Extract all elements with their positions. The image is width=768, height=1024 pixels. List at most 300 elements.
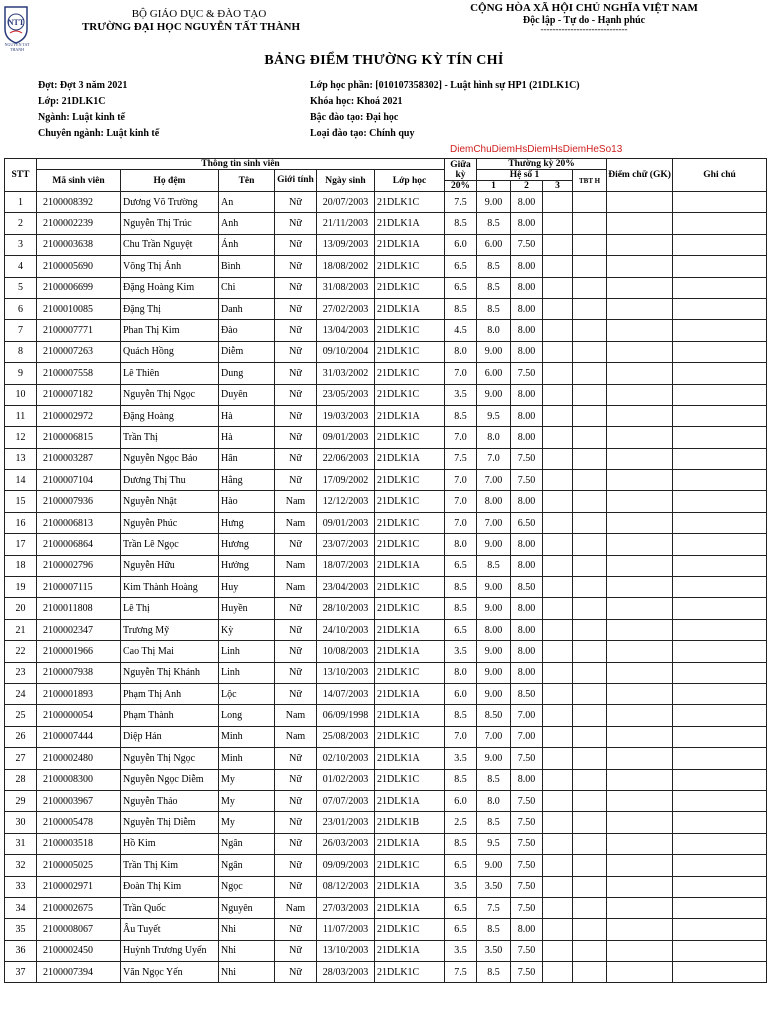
diem-3-cell xyxy=(543,555,573,576)
lop-hoc-cell: 21DLK1C xyxy=(375,363,445,384)
mssv-cell: 2100008067 xyxy=(37,919,121,940)
diem-chu-cell xyxy=(607,577,673,598)
diem-3-cell xyxy=(543,427,573,448)
table-row xyxy=(5,534,767,555)
gioi-tinh-cell: Nữ xyxy=(275,298,317,319)
header-ghi-chu: Ghi chú xyxy=(673,159,767,192)
mssv-cell: 2100007104 xyxy=(37,470,121,491)
ten-cell: Kỳ xyxy=(219,619,275,640)
mssv-cell: 2100006813 xyxy=(37,512,121,533)
ho-dem-cell: Nguyễn Nhật xyxy=(121,491,219,512)
ngay-sinh-cell: 09/01/2003 xyxy=(317,427,375,448)
diem-1-cell: 3.50 xyxy=(477,940,511,961)
ho-dem-cell: Nguyễn Ngọc Bảo xyxy=(121,448,219,469)
diem-3-cell xyxy=(543,812,573,833)
gioi-tinh-cell: Nữ xyxy=(275,641,317,662)
diem-1-cell: 8.5 xyxy=(477,555,511,576)
lop-hoc-cell: 21DLK1C xyxy=(375,662,445,683)
ho-dem-cell: Trần Lê Ngọc xyxy=(121,534,219,555)
ngay-sinh-cell: 18/07/2003 xyxy=(317,555,375,576)
diem-2-cell: 8.00 xyxy=(511,598,543,619)
lop-hoc-cell: 21DLK1C xyxy=(375,919,445,940)
stt-cell: 21 xyxy=(5,619,37,640)
stt-cell: 37 xyxy=(5,962,37,983)
header-he-so: Hệ số 1 xyxy=(477,170,573,181)
diem-3-cell xyxy=(543,405,573,426)
table-row xyxy=(5,940,767,961)
table-row xyxy=(5,320,767,341)
diem-2-cell: 8.00 xyxy=(511,555,543,576)
ho-dem-cell: Nguyễn Thị Khánh xyxy=(121,662,219,683)
header-stt: STT xyxy=(5,159,37,192)
diem-1-cell: 9.00 xyxy=(477,534,511,555)
diem-2-cell: 7.50 xyxy=(511,470,543,491)
gioi-tinh-cell: Nữ xyxy=(275,320,317,341)
table-row xyxy=(5,919,767,940)
ngay-sinh-cell: 28/10/2003 xyxy=(317,598,375,619)
ten-cell: My xyxy=(219,769,275,790)
ghi-chu-cell xyxy=(673,512,767,533)
diem-chu-cell xyxy=(607,962,673,983)
giua-ky-cell: 6.5 xyxy=(445,619,477,640)
giua-ky-cell: 6.0 xyxy=(445,234,477,255)
info-bac-dao-tao: Bậc đào tạo: Đại học xyxy=(310,112,399,123)
lop-hoc-cell: 21DLK1A xyxy=(375,641,445,662)
table-row xyxy=(5,748,767,769)
ghi-chu-cell xyxy=(673,598,767,619)
table-row xyxy=(5,341,767,362)
diem-chu-cell xyxy=(607,876,673,897)
diem-3-cell xyxy=(543,748,573,769)
diem-3-cell xyxy=(543,213,573,234)
header-gioi-tinh: Giới tính xyxy=(275,170,317,192)
stt-cell: 33 xyxy=(5,876,37,897)
stt-cell: 35 xyxy=(5,919,37,940)
lop-hoc-cell: 21DLK1A xyxy=(375,897,445,918)
ghi-chu-cell xyxy=(673,748,767,769)
diem-chu-cell xyxy=(607,833,673,854)
diem-2-cell: 7.50 xyxy=(511,855,543,876)
lop-hoc-cell: 21DLK1A xyxy=(375,298,445,319)
gioi-tinh-cell: Nam xyxy=(275,726,317,747)
diem-2-cell: 7.50 xyxy=(511,962,543,983)
diem-2-cell: 8.50 xyxy=(511,683,543,704)
tbth-cell xyxy=(573,341,607,362)
ho-dem-cell: Nguyễn Hữu xyxy=(121,555,219,576)
lop-hoc-cell: 21DLK1C xyxy=(375,726,445,747)
diem-3-cell xyxy=(543,298,573,319)
stt-cell: 27 xyxy=(5,748,37,769)
diem-chu-cell xyxy=(607,662,673,683)
ten-cell: An xyxy=(219,192,275,213)
ngay-sinh-cell: 25/08/2003 xyxy=(317,726,375,747)
mssv-cell: 2100005690 xyxy=(37,256,121,277)
diem-1-cell: 6.00 xyxy=(477,363,511,384)
ten-cell: Ngọc xyxy=(219,876,275,897)
ghi-chu-cell xyxy=(673,448,767,469)
giua-ky-cell: 6.5 xyxy=(445,897,477,918)
gioi-tinh-cell: Nữ xyxy=(275,363,317,384)
mssv-cell: 2100003638 xyxy=(37,234,121,255)
ten-cell: Danh xyxy=(219,298,275,319)
ten-cell: Anh xyxy=(219,213,275,234)
mssv-cell: 2100001893 xyxy=(37,683,121,704)
table-row xyxy=(5,555,767,576)
diem-chu-cell xyxy=(607,919,673,940)
diem-2-cell: 8.00 xyxy=(511,919,543,940)
ten-cell: Minh xyxy=(219,726,275,747)
diem-2-cell: 7.50 xyxy=(511,940,543,961)
tbth-cell xyxy=(573,405,607,426)
mssv-cell: 2100007771 xyxy=(37,320,121,341)
ten-cell: Nhi xyxy=(219,962,275,983)
diem-1-cell: 9.00 xyxy=(477,341,511,362)
ho-dem-cell: Đặng Hoàng Kim xyxy=(121,277,219,298)
mssv-cell: 2100006864 xyxy=(37,534,121,555)
mssv-cell: 2100002239 xyxy=(37,213,121,234)
diem-3-cell xyxy=(543,491,573,512)
ho-dem-cell: Phan Thị Kim xyxy=(121,320,219,341)
ngay-sinh-cell: 20/07/2003 xyxy=(317,192,375,213)
mssv-cell: 2100007938 xyxy=(37,662,121,683)
info-chuyen-nganh: Chuyên ngành: Luật kinh tế xyxy=(38,128,160,139)
giua-ky-cell: 3.5 xyxy=(445,940,477,961)
mssv-cell: 2100001966 xyxy=(37,641,121,662)
tbth-cell xyxy=(573,641,607,662)
giua-ky-cell: 7.5 xyxy=(445,448,477,469)
diem-3-cell xyxy=(543,277,573,298)
ghi-chu-cell xyxy=(673,298,767,319)
diem-1-cell: 8.0 xyxy=(477,790,511,811)
tbth-cell xyxy=(573,790,607,811)
diem-3-cell xyxy=(543,598,573,619)
diem-2-cell: 7.50 xyxy=(511,876,543,897)
ghi-chu-cell xyxy=(673,363,767,384)
grade-rows xyxy=(5,192,767,983)
ngay-sinh-cell: 09/01/2003 xyxy=(317,512,375,533)
ngay-sinh-cell: 27/03/2003 xyxy=(317,897,375,918)
tbth-cell xyxy=(573,940,607,961)
header-thuong-ky: Thường kỳ 20% xyxy=(477,159,607,170)
gioi-tinh-cell: Nữ xyxy=(275,405,317,426)
tbth-cell xyxy=(573,512,607,533)
stt-cell: 2 xyxy=(5,213,37,234)
header-ho-dem: Họ đệm xyxy=(121,170,219,192)
ghi-chu-cell xyxy=(673,427,767,448)
diem-chu-cell xyxy=(607,277,673,298)
ngay-sinh-cell: 01/02/2003 xyxy=(317,769,375,790)
diem-chu-cell xyxy=(607,192,673,213)
ngay-sinh-cell: 23/04/2003 xyxy=(317,577,375,598)
ten-cell: Hà xyxy=(219,427,275,448)
giua-ky-cell: 7.0 xyxy=(445,427,477,448)
lop-hoc-cell: 21DLK1C xyxy=(375,384,445,405)
mssv-cell: 2100002450 xyxy=(37,940,121,961)
table-row xyxy=(5,790,767,811)
diem-3-cell xyxy=(543,641,573,662)
lop-hoc-cell: 21DLK1C xyxy=(375,256,445,277)
diem-1-cell: 8.0 xyxy=(477,427,511,448)
stt-cell: 14 xyxy=(5,470,37,491)
ho-dem-cell: Trần Thị Kim xyxy=(121,855,219,876)
ten-cell: Duyên xyxy=(219,384,275,405)
diem-chu-cell xyxy=(607,705,673,726)
mssv-cell: 2100008392 xyxy=(37,192,121,213)
header-student-info: Thông tin sinh viên xyxy=(37,159,445,170)
diem-chu-cell xyxy=(607,320,673,341)
diem-chu-cell xyxy=(607,534,673,555)
lop-hoc-cell: 21DLK1A xyxy=(375,234,445,255)
ghi-chu-cell xyxy=(673,534,767,555)
diem-3-cell xyxy=(543,833,573,854)
diem-2-cell: 8.00 xyxy=(511,341,543,362)
ghi-chu-cell xyxy=(673,341,767,362)
tbth-cell xyxy=(573,662,607,683)
diem-chu-cell xyxy=(607,940,673,961)
diem-1-cell: 8.5 xyxy=(477,298,511,319)
giua-ky-cell: 8.5 xyxy=(445,705,477,726)
header-diem-chu: Điểm chữ (GK) xyxy=(607,159,673,192)
ho-dem-cell: Văn Ngọc Yến xyxy=(121,962,219,983)
lop-hoc-cell: 21DLK1A xyxy=(375,555,445,576)
ghi-chu-cell xyxy=(673,876,767,897)
tbth-cell xyxy=(573,619,607,640)
giua-ky-cell: 3.5 xyxy=(445,876,477,897)
lop-hoc-cell: 21DLK1C xyxy=(375,341,445,362)
tbth-cell xyxy=(573,577,607,598)
mssv-cell: 2100011808 xyxy=(37,598,121,619)
ghi-chu-cell xyxy=(673,192,767,213)
giua-ky-cell: 7.0 xyxy=(445,512,477,533)
gioi-tinh-cell: Nữ xyxy=(275,256,317,277)
stt-cell: 30 xyxy=(5,812,37,833)
gioi-tinh-cell: Nam xyxy=(275,897,317,918)
ho-dem-cell: Đặng Thị xyxy=(121,298,219,319)
header-giua-ky: Giữa kỳ xyxy=(445,159,477,181)
ghi-chu-cell xyxy=(673,683,767,704)
ten-cell: Hân xyxy=(219,448,275,469)
ten-cell: Long xyxy=(219,705,275,726)
giua-ky-cell: 7.5 xyxy=(445,962,477,983)
ngay-sinh-cell: 22/06/2003 xyxy=(317,448,375,469)
diem-3-cell xyxy=(543,448,573,469)
giua-ky-cell: 8.5 xyxy=(445,833,477,854)
table-row xyxy=(5,769,767,790)
diem-chu-cell xyxy=(607,619,673,640)
mssv-cell: 2100000054 xyxy=(37,705,121,726)
ngay-sinh-cell: 09/09/2003 xyxy=(317,855,375,876)
tbth-cell xyxy=(573,256,607,277)
mssv-cell: 2100006815 xyxy=(37,427,121,448)
ho-dem-cell: Huỳnh Trương Uyển xyxy=(121,940,219,961)
tbth-cell xyxy=(573,427,607,448)
giua-ky-cell: 8.5 xyxy=(445,598,477,619)
tbth-cell xyxy=(573,705,607,726)
diem-2-cell: 8.50 xyxy=(511,577,543,598)
ngay-sinh-cell: 14/07/2003 xyxy=(317,683,375,704)
ho-dem-cell: Chu Trần Nguyệt xyxy=(121,234,219,255)
ngay-sinh-cell: 09/10/2004 xyxy=(317,341,375,362)
ten-cell: Ngân xyxy=(219,833,275,854)
table-row xyxy=(5,363,767,384)
ghi-chu-cell xyxy=(673,384,767,405)
diem-chu-cell xyxy=(607,384,673,405)
ngay-sinh-cell: 23/05/2003 xyxy=(317,384,375,405)
stt-cell: 25 xyxy=(5,705,37,726)
giua-ky-cell: 7.0 xyxy=(445,363,477,384)
ho-dem-cell: Nguyễn Thị Ngọc xyxy=(121,748,219,769)
nation-name: CỘNG HÒA XÃ HỘI CHỦ NGHĨA VIỆT NAM xyxy=(470,2,698,14)
header-giua-ky-pct: 20% xyxy=(445,181,477,192)
ho-dem-cell: Nguyễn Thảo xyxy=(121,790,219,811)
tbth-cell xyxy=(573,812,607,833)
tbth-cell xyxy=(573,897,607,918)
stt-cell: 22 xyxy=(5,641,37,662)
logo-caption: NGUYEN TAT THANH xyxy=(4,42,30,52)
diem-2-cell: 7.50 xyxy=(511,234,543,255)
formula-text: DiemChuDiemHsDiemHsDiemHeSo13 xyxy=(450,144,623,155)
stt-cell: 12 xyxy=(5,427,37,448)
tbth-cell xyxy=(573,855,607,876)
table-row xyxy=(5,448,767,469)
diem-1-cell: 9.00 xyxy=(477,683,511,704)
ngay-sinh-cell: 24/10/2003 xyxy=(317,619,375,640)
ngay-sinh-cell: 12/12/2003 xyxy=(317,491,375,512)
diem-3-cell xyxy=(543,384,573,405)
diem-2-cell: 6.50 xyxy=(511,512,543,533)
diem-3-cell xyxy=(543,192,573,213)
diem-chu-cell xyxy=(607,491,673,512)
tbth-cell xyxy=(573,534,607,555)
diem-chu-cell xyxy=(607,683,673,704)
diem-1-cell: 6.00 xyxy=(477,234,511,255)
giua-ky-cell: 3.5 xyxy=(445,748,477,769)
tbth-cell xyxy=(573,769,607,790)
table-row xyxy=(5,897,767,918)
diem-1-cell: 9.00 xyxy=(477,641,511,662)
ghi-chu-cell xyxy=(673,962,767,983)
stt-cell: 11 xyxy=(5,405,37,426)
diem-chu-cell xyxy=(607,555,673,576)
ngay-sinh-cell: 02/10/2003 xyxy=(317,748,375,769)
mssv-cell: 2100002480 xyxy=(37,748,121,769)
stt-cell: 26 xyxy=(5,726,37,747)
gioi-tinh-cell: Nữ xyxy=(275,277,317,298)
ngay-sinh-cell: 08/12/2003 xyxy=(317,876,375,897)
diem-chu-cell xyxy=(607,405,673,426)
gioi-tinh-cell: Nữ xyxy=(275,769,317,790)
giua-ky-cell: 6.5 xyxy=(445,555,477,576)
ho-dem-cell: Dương Võ Trường xyxy=(121,192,219,213)
diem-3-cell xyxy=(543,534,573,555)
lop-hoc-cell: 21DLK1C xyxy=(375,427,445,448)
motto-rule: ----------------------------- xyxy=(540,24,628,34)
diem-chu-cell xyxy=(607,427,673,448)
diem-chu-cell xyxy=(607,470,673,491)
stt-cell: 28 xyxy=(5,769,37,790)
national-header xyxy=(400,2,768,34)
stt-cell: 13 xyxy=(5,448,37,469)
giua-ky-cell: 7.0 xyxy=(445,726,477,747)
gioi-tinh-cell: Nam xyxy=(275,705,317,726)
lop-hoc-cell: 21DLK1C xyxy=(375,320,445,341)
ho-dem-cell: Trương Mỹ xyxy=(121,619,219,640)
header-col-1: 1 xyxy=(477,181,511,192)
diem-3-cell xyxy=(543,940,573,961)
table-row xyxy=(5,298,767,319)
giua-ky-cell: 6.5 xyxy=(445,919,477,940)
lop-hoc-cell: 21DLK1A xyxy=(375,876,445,897)
ghi-chu-cell xyxy=(673,619,767,640)
diem-1-cell: 8.50 xyxy=(477,705,511,726)
diem-3-cell xyxy=(543,705,573,726)
ten-cell: Nhi xyxy=(219,919,275,940)
table-row xyxy=(5,234,767,255)
ten-cell: My xyxy=(219,812,275,833)
giua-ky-cell: 8.0 xyxy=(445,662,477,683)
diem-2-cell: 7.50 xyxy=(511,363,543,384)
giua-ky-cell: 6.5 xyxy=(445,277,477,298)
ten-cell: Ngân xyxy=(219,855,275,876)
ghi-chu-cell xyxy=(673,405,767,426)
ngay-sinh-cell: 23/07/2003 xyxy=(317,534,375,555)
ghi-chu-cell xyxy=(673,855,767,876)
ten-cell: Diễm xyxy=(219,341,275,362)
ministry-name: BỘ GIÁO DỤC & ĐÀO TẠO xyxy=(131,8,267,20)
table-row xyxy=(5,577,767,598)
diem-3-cell xyxy=(543,855,573,876)
diem-3-cell xyxy=(543,512,573,533)
diem-chu-cell xyxy=(607,298,673,319)
ho-dem-cell: Diệp Hán xyxy=(121,726,219,747)
ho-dem-cell: Võng Thị Ánh xyxy=(121,256,219,277)
table-row xyxy=(5,641,767,662)
diem-2-cell: 8.00 xyxy=(511,769,543,790)
gioi-tinh-cell: Nam xyxy=(275,555,317,576)
ghi-chu-cell xyxy=(673,320,767,341)
lop-hoc-cell: 21DLK1A xyxy=(375,940,445,961)
tbth-cell xyxy=(573,192,607,213)
gioi-tinh-cell: Nữ xyxy=(275,683,317,704)
giua-ky-cell: 3.5 xyxy=(445,641,477,662)
giua-ky-cell: 3.5 xyxy=(445,384,477,405)
ho-dem-cell: Phạm Thị Anh xyxy=(121,683,219,704)
diem-1-cell: 9.5 xyxy=(477,833,511,854)
table-row xyxy=(5,192,767,213)
stt-cell: 31 xyxy=(5,833,37,854)
mssv-cell: 2100010085 xyxy=(37,298,121,319)
ngay-sinh-cell: 13/10/2003 xyxy=(317,662,375,683)
mssv-cell: 2100002675 xyxy=(37,897,121,918)
gioi-tinh-cell: Nữ xyxy=(275,534,317,555)
ghi-chu-cell xyxy=(673,705,767,726)
page-title: BẢNG ĐIỂM THƯỜNG KỲ TÍN CHỈ xyxy=(264,53,504,68)
diem-chu-cell xyxy=(607,812,673,833)
tbth-cell xyxy=(573,833,607,854)
ten-cell: Nhi xyxy=(219,940,275,961)
giua-ky-cell: 2.5 xyxy=(445,812,477,833)
table-row xyxy=(5,812,767,833)
giua-ky-cell: 4.5 xyxy=(445,320,477,341)
table-row xyxy=(5,384,767,405)
ten-cell: Huy xyxy=(219,577,275,598)
ten-cell: Linh xyxy=(219,641,275,662)
diem-3-cell xyxy=(543,790,573,811)
diem-1-cell: 8.5 xyxy=(477,213,511,234)
ghi-chu-cell xyxy=(673,662,767,683)
diem-1-cell: 7.5 xyxy=(477,897,511,918)
ho-dem-cell: Đặng Hoàng xyxy=(121,405,219,426)
